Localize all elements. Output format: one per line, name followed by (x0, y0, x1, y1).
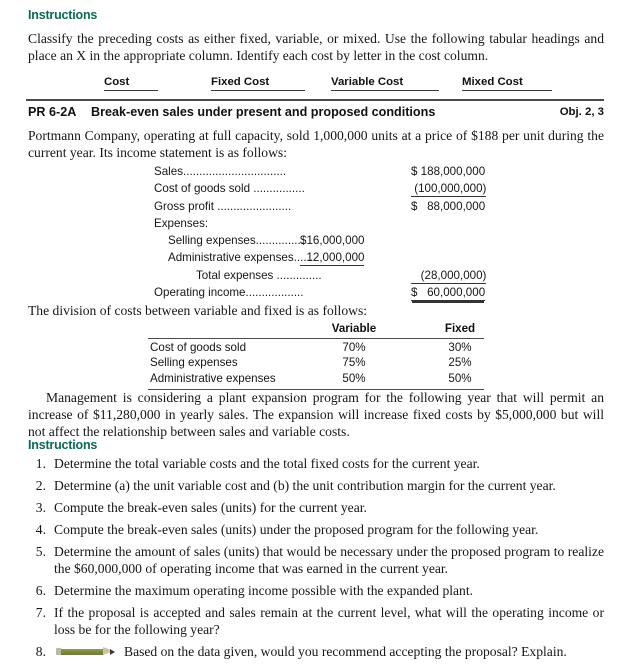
instructions-heading-bottom: Instructions (28, 438, 98, 452)
instruction-number: 1. (35, 456, 46, 471)
division-header-fixed: Fixed (444, 322, 476, 335)
division-table-row (0, 356, 630, 372)
statement-row (0, 251, 630, 268)
problem-code: PR 6-2A (28, 105, 77, 119)
instruction-number: 8. (35, 643, 46, 659)
division-of-costs-table (0, 322, 630, 387)
income-statement (0, 165, 630, 303)
statement-row-label: Operating income.................. (154, 286, 304, 300)
division-header-rule (148, 338, 484, 339)
division-row-variable: 50% (342, 371, 366, 385)
statement-row-amount-right: $ 60,000,000 (411, 286, 486, 300)
instruction-item (28, 521, 604, 538)
instruction-text: Determine the amount of sales (units) that would be necessary under the proposed program to realize the $60,000,000 of operating income that was earned in the current year. (54, 543, 604, 576)
header-fixed-cost: Fixed Cost (211, 76, 305, 91)
instructions-list (28, 455, 604, 665)
statement-row-label: Expenses: (154, 216, 209, 230)
statement-row-amount-right: $ 88,000,000 (411, 199, 486, 213)
division-row-fixed: 50% (448, 371, 472, 385)
statement-row-amount-mid: $16,000,000 (300, 234, 365, 248)
instruction-text: Compute the break-even sales (units) for the current year. (54, 499, 367, 515)
division-row-name: Selling expenses (150, 356, 238, 370)
instruction-item (28, 643, 604, 660)
division-row-fixed: 30% (448, 340, 472, 354)
problem-objective: Obj. 2, 3 (559, 106, 604, 118)
problem-intro-paragraph: Portmann Company, operating at full capacity, sold 1,000,000 units at a price of $188 per unit during the current year. Its income statement is as follows: (28, 128, 604, 161)
statement-row-amount-right: $ 188,000,000 (411, 165, 486, 178)
header-mixed-cost: Mixed Cost (462, 76, 552, 91)
statement-row (0, 200, 630, 217)
instruction-item (28, 499, 604, 516)
statement-row-amount-right: (28,000,000) (411, 268, 487, 282)
instruction-item (28, 582, 604, 599)
instruction-number: 4. (35, 521, 46, 537)
division-row-fixed: 25% (448, 356, 472, 370)
statement-row-label: Gross profit ....................... (154, 199, 292, 213)
statement-row-label: Selling expenses............... (168, 234, 304, 248)
statement-row-amount-mid: 12,000,000 (300, 251, 365, 265)
classify-costs-paragraph: Classify the preceding costs as either fixed, variable, or mixed. Use the following tabular headings and place an X in the appropriate column. Identify each cost by letter in the cost column. (28, 31, 604, 64)
instruction-text: Based on the data given, would you recommend accepting the proposal? Explain. (124, 643, 567, 659)
division-row-variable: 75% (342, 356, 366, 370)
instruction-text: If the proposal is accepted and sales remain at the current level, what will the operating income or loss be for the following year? (54, 604, 604, 637)
header-cost: Cost (104, 76, 158, 91)
instruction-text: Determine (a) the unit variable cost and (b) the unit contribution margin for the current year. (54, 477, 556, 493)
statement-row-label: Administrative expenses....... (168, 251, 317, 265)
instruction-item (28, 543, 604, 578)
division-row-name: Cost of goods sold (150, 340, 247, 354)
statement-row (0, 286, 630, 303)
statement-row-label: Cost of goods sold ................ (154, 182, 305, 196)
instruction-number: 2. (35, 477, 46, 493)
statement-row (0, 269, 630, 286)
instruction-number: 6. (35, 582, 46, 598)
instruction-item (28, 477, 604, 494)
header-variable-cost: Variable Cost (331, 76, 439, 91)
instruction-item (28, 455, 604, 472)
statement-row (0, 217, 630, 234)
division-table-row (0, 372, 630, 388)
instruction-text: Determine the total variable costs and the total fixed costs for the current year. (54, 456, 480, 471)
division-header-variable: Variable (331, 322, 377, 335)
tabular-headings-row (28, 76, 602, 96)
instruction-number: 5. (35, 543, 46, 559)
instruction-number: 3. (35, 499, 46, 515)
instruction-number: 7. (35, 604, 46, 620)
division-intro: The division of costs between variable and fixed is as follows: (28, 303, 368, 318)
problem-title: Break-even sales under present and proposed conditions (91, 105, 436, 119)
section-divider-rule (26, 99, 604, 101)
management-paragraph: Management is considering a plant expansion program for the following year that will permit an increase of $11,280,000 in yearly sales. The expansion will increase fixed costs by $5,000,000 but will not affect the relationship between sales and variable costs. (28, 390, 604, 440)
problem-header (28, 105, 604, 123)
statement-row-label: Total expenses .............. (196, 268, 322, 282)
statement-row (0, 182, 630, 199)
instruction-text: Determine the maximum operating income possible with the expanded plant. (54, 582, 474, 598)
statement-row-label: Sales................................ (154, 165, 287, 178)
statement-row-amount-right: (100,000,000) (411, 182, 487, 196)
statement-row (0, 234, 630, 251)
division-row-variable: 70% (342, 340, 366, 354)
division-table-row (0, 341, 630, 357)
statement-row (0, 165, 630, 182)
instruction-item (28, 604, 604, 639)
division-header-row (0, 322, 630, 338)
instruction-text: Compute the break-even sales (units) under the proposed program for the following year. (54, 521, 539, 537)
division-row-name: Administrative expenses (150, 371, 276, 385)
instructions-heading-top: Instructions (28, 8, 98, 22)
pencil-icon (56, 647, 118, 656)
